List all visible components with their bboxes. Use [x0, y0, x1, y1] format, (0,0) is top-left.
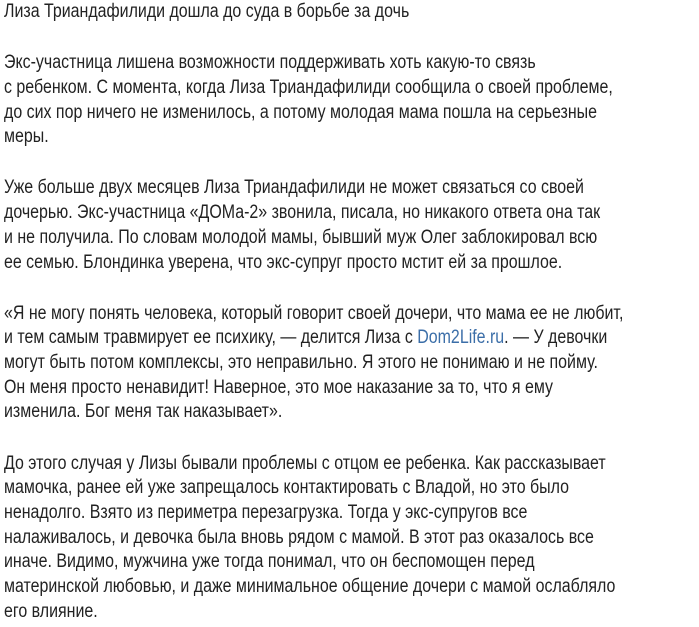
text-line: Экс-участница лишена возможности поддерживать хоть какую-то связь — [4, 52, 536, 74]
article-title: Лиза Триандафилиди дошла до суда в борьбе за дочь — [4, 1, 410, 22]
paragraph-1 — [4, 51, 699, 150]
paragraph-2 — [4, 176, 699, 275]
text-line: его влияние. — [4, 600, 98, 622]
text-line: дочерью. Экс-участница «ДОМа-2» звонила, писала, но никакого ответа она так — [4, 202, 601, 224]
text-segment: . — У девочки — [504, 327, 608, 349]
text-line: Он меня просто ненавидит! Наверное, это мое наказание за то, что я ему — [4, 376, 553, 398]
text-line: налаживалось, и девочка была вновь рядом с мамой. В этот раз оказалось все — [4, 526, 594, 548]
paragraph-4 — [4, 452, 699, 625]
text-line: «Я не могу понять человека, который говорит своей дочери, что мама ее не любит, — [4, 302, 624, 324]
paragraph-3-quote — [4, 302, 699, 425]
text-line: ненадолго. Взято из периметра перезагрузка. Тогда у экс-супругов все — [4, 502, 528, 523]
text-line: и не получила. По словам молодой мамы, бывший муж Олег заблокировал всю — [4, 226, 598, 248]
text-line: мамочка, ранее ей уже запрещалось контактировать с Владой, но это было — [4, 477, 570, 499]
text-line: изменила. Бог меня так наказывает». — [4, 401, 283, 423]
text-line: иначе. Видимо, мужчина уже тогда понимал, что он беспомощен перед — [4, 551, 535, 573]
dom2life-link[interactable]: Dom2Life.ru — [417, 327, 505, 349]
text-line: ее семью. Блондинка уверена, что экс-супруг просто мстит ей за прошлое. — [4, 251, 563, 273]
text-line-with-link — [4, 326, 609, 351]
text-segment: и тем самым травмирует ее психику, — делится Лиза с — [4, 327, 418, 349]
article — [4, 0, 699, 624]
text-line: меры. — [4, 126, 49, 148]
text-line: Уже больше двух месяцев Лиза Триандафилиди не может связаться со своей — [4, 177, 584, 199]
text-line: могут быть потом комплексы, это неправильно. Я этого не понимаю и не пойму. — [4, 352, 598, 374]
text-line: с ребенком. С момента, когда Лиза Триандафилиди сообщила о своей проблеме, — [4, 76, 613, 98]
text-line: До этого случая у Лизы бывали проблемы с отцом ее ребенка. Как рассказывает — [4, 452, 606, 474]
text-line: материнской любовью, и даже минимальное общение дочери с мамой ослабляло — [4, 576, 616, 598]
text-line: до сих пор ничего не изменилось, а потому молодая мама пошла на серьезные — [4, 101, 598, 123]
